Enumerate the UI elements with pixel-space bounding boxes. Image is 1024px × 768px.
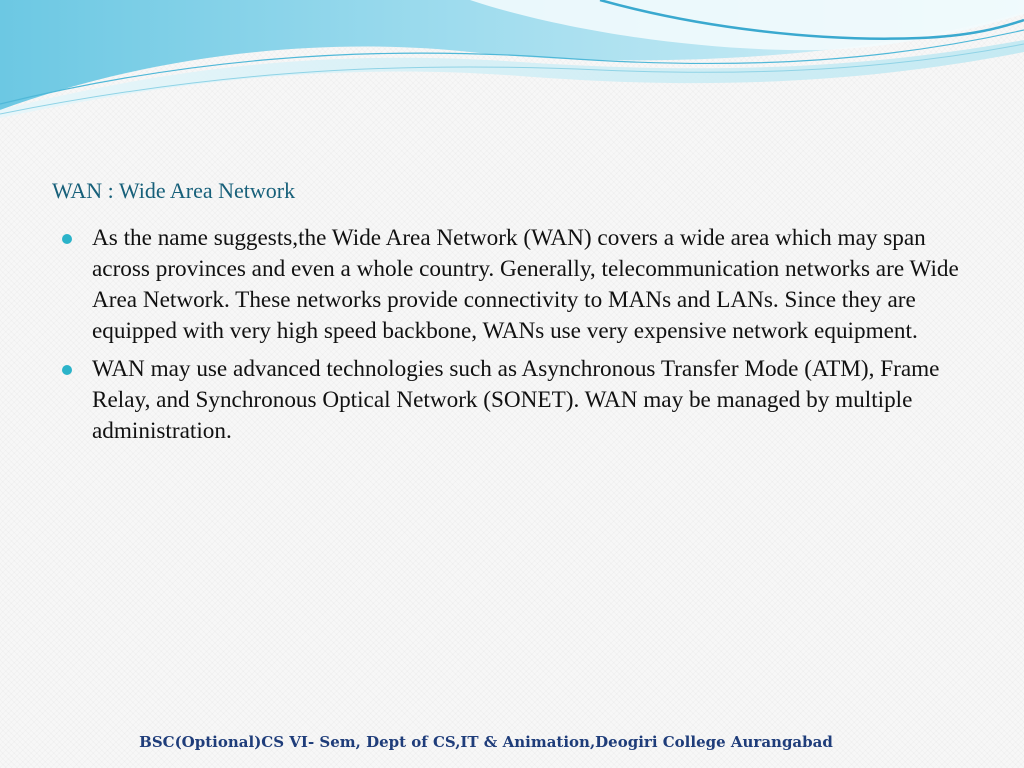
bullet-item xyxy=(60,223,965,347)
bullet-list xyxy=(60,223,965,454)
bullet-text: WAN may use advanced technologies such as Asynchronous Transfer Mode (ATM), Frame Relay, and Synchronous Optical Network (SONET). WAN may be managed by multiple administration. xyxy=(92,356,940,444)
header-wave-decoration xyxy=(0,0,1024,130)
bullet-item xyxy=(60,354,965,447)
slide-title: WAN : Wide Area Network xyxy=(52,178,296,203)
bullet-dot-icon xyxy=(62,365,72,375)
slide-footer: BSC(Optional)CS VI- Sem, Dept of CS,IT & Animation,Deogiri College Aurangabad xyxy=(139,733,833,751)
bullet-dot-icon xyxy=(62,234,72,244)
bullet-text: As the name suggests,the Wide Area Network (WAN) covers a wide area which may span across provinces and even a whole country. Generally, telecommunication networks are Wide Area Network. These networks provide connectivity to MANs and LANs. Since they are equipped with very high speed backbone, WANs use very expensive network equipment. xyxy=(92,225,959,344)
